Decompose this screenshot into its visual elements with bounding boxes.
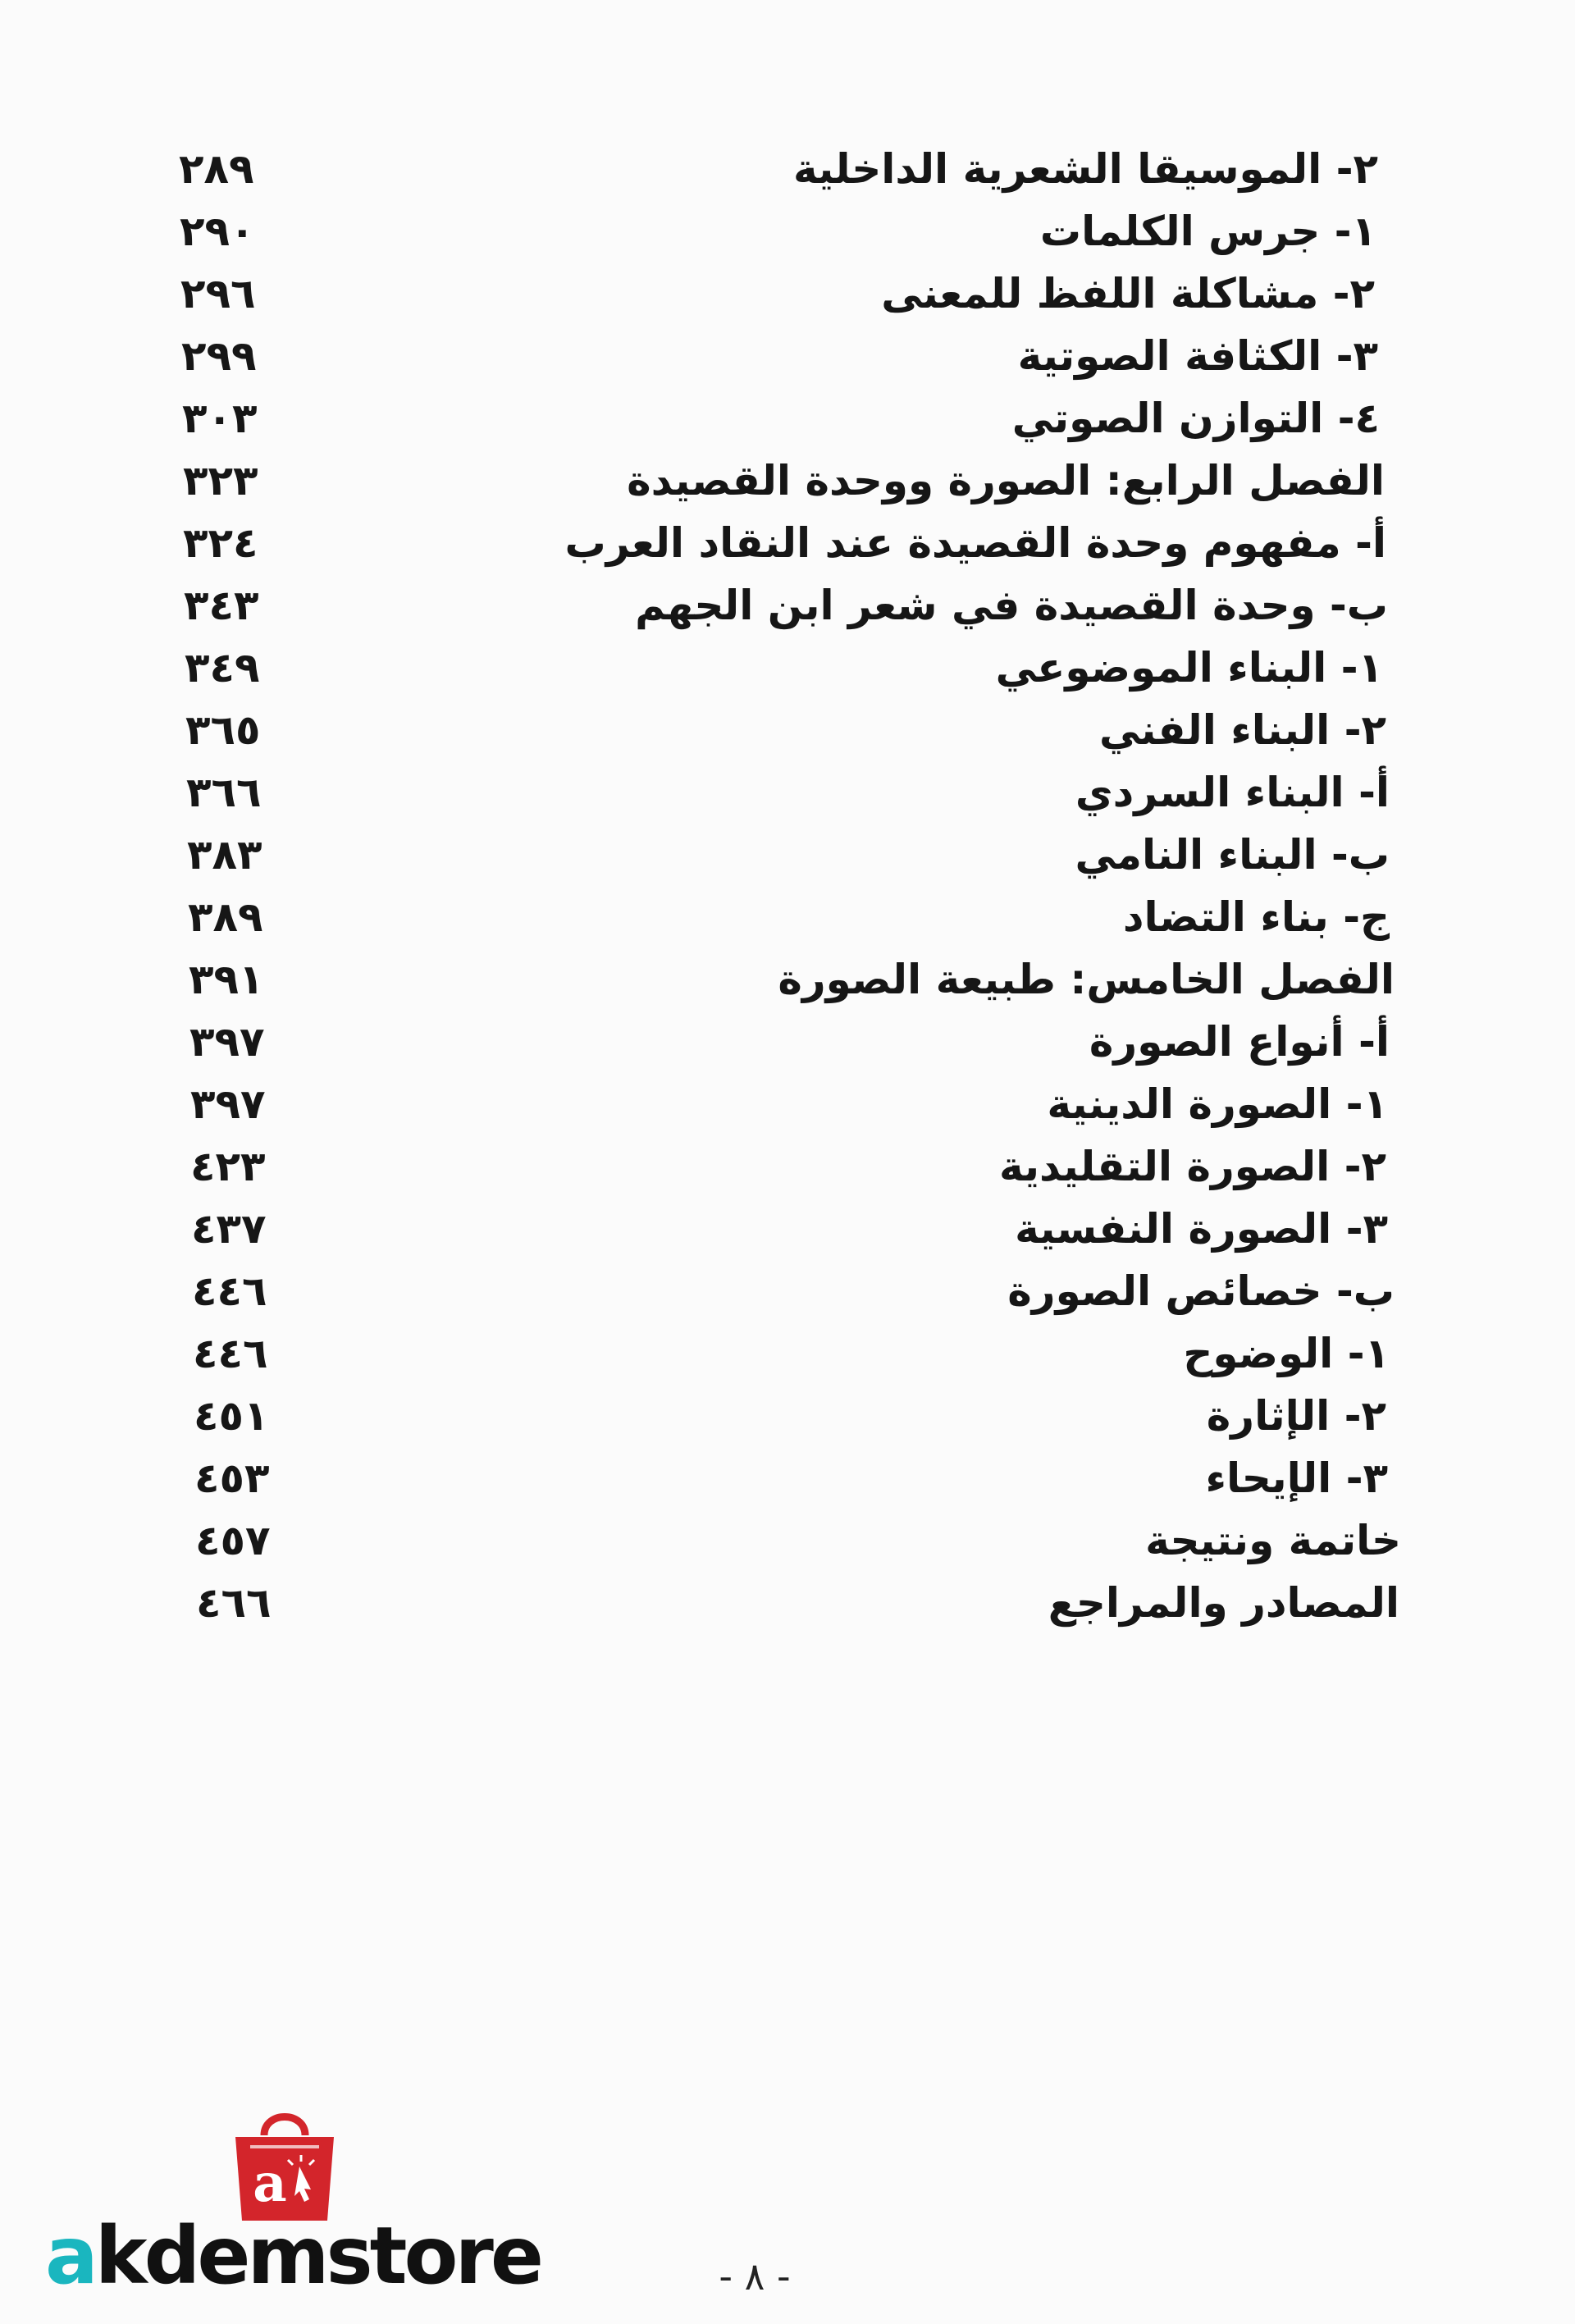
logo-wordmark-rest: kdemstore <box>94 2210 541 2302</box>
toc-entry-page: ٤٥٧ <box>195 1517 271 1564</box>
toc-entry-title: ١- الوضوح <box>1183 1330 1390 1377</box>
toc-entry-page: ٢٩٩ <box>181 332 257 380</box>
toc-entry-page: ٢٩٦ <box>180 270 256 317</box>
toc-entry-title: ب- خصائص الصورة <box>1007 1267 1395 1315</box>
toc-entry-page: ٣٩٧ <box>190 1080 266 1128</box>
toc-entry <box>0 948 1575 1011</box>
logo-wordmark <box>45 2211 541 2301</box>
toc-entry-title: ١- البناء الموضوعي <box>995 644 1383 692</box>
toc-entry <box>0 574 1575 637</box>
toc-entry <box>0 1011 1575 1073</box>
toc-entry-page: ٣٩١ <box>189 956 264 1003</box>
toc-entry <box>0 263 1575 325</box>
toc-entry <box>0 699 1575 761</box>
toc-entry <box>0 637 1575 699</box>
toc-entry <box>0 1198 1575 1260</box>
toc-entry-page: ٣٢٤ <box>183 519 258 567</box>
logo-letter-a: a <box>45 2210 95 2302</box>
toc-entry <box>0 1509 1575 1572</box>
toc-entry <box>0 325 1575 387</box>
toc-entry-title: أ- مفهوم وحدة القصيدة عند النقاد العرب <box>564 519 1386 567</box>
toc-entry-page: ٣٦٥ <box>185 706 261 754</box>
toc-entry <box>0 1385 1575 1447</box>
toc-entry <box>0 1073 1575 1135</box>
toc-entry-page: ٣٦٦ <box>186 769 262 816</box>
toc-entry <box>0 387 1575 450</box>
toc-entry-title: أ- البناء السردي <box>1075 769 1390 816</box>
toc-entry-title: الفصل الخامس: طبيعة الصورة <box>778 956 1395 1003</box>
toc-entry-page: ٢٨٩ <box>179 145 254 193</box>
toc-entry <box>0 1572 1575 1634</box>
toc-entry <box>0 886 1575 948</box>
toc-entry-page: ٣٤٩ <box>185 644 260 692</box>
toc-entry-title: الفصل الرابع: الصورة ووحدة القصيدة <box>627 457 1385 505</box>
toc-entry-title: أ- أنواع الصورة <box>1089 1018 1390 1066</box>
toc-entry-title: المصادر والمراجع <box>1048 1579 1399 1627</box>
toc-entry-title: ٢- مشاكلة اللفظ للمعنى <box>881 270 1375 317</box>
toc-entry-page: ٣٩٧ <box>189 1018 265 1066</box>
toc-entry-title: ٤- التوازن الصوتي <box>1011 395 1380 442</box>
toc-entry-title: ٣- الصورة النفسية <box>1015 1205 1388 1253</box>
toc-entry <box>0 1260 1575 1322</box>
toc-entry <box>0 512 1575 574</box>
toc-entry <box>0 138 1575 200</box>
toc-entry-page: ٣٢٣ <box>183 457 258 505</box>
page-number: - ٨ - <box>719 2254 791 2299</box>
logo-bag-letter: a <box>253 2153 287 2214</box>
toc-entry-title: خاتمة ونتيجة <box>1145 1517 1401 1564</box>
toc-entry-page: ٤٣٧ <box>191 1205 267 1253</box>
toc-entry-page: ٤٦٦ <box>196 1579 272 1627</box>
toc-entry-page: ٣٨٣ <box>187 831 262 879</box>
toc-entry-page: ٤٤٦ <box>192 1267 267 1315</box>
shopping-bag-icon <box>219 2104 350 2227</box>
toc-entry <box>0 1135 1575 1198</box>
toc-entry-title: ٢- الموسيقا الشعرية الداخلية <box>793 145 1378 193</box>
akdemstore-logo <box>45 2104 541 2302</box>
toc-entry-page: ٤٥١ <box>194 1392 269 1440</box>
toc-entry-title: ١- الصورة الدينية <box>1047 1080 1388 1128</box>
toc-entry-page: ٢٩٠ <box>180 208 255 255</box>
toc-entry-title: ج- بناء التضاد <box>1122 893 1390 941</box>
toc-entry-page: ٣٠٣ <box>182 395 258 442</box>
toc-entry-title: ٣- الكثافة الصوتية <box>1017 332 1378 380</box>
toc-entry <box>0 1447 1575 1509</box>
toc-entry <box>0 824 1575 886</box>
toc-entry <box>0 1322 1575 1385</box>
toc-entry-page: ٤٢٣ <box>190 1143 266 1190</box>
toc-entry-title: ٣- الإيحاء <box>1205 1454 1388 1502</box>
toc-entry <box>0 200 1575 263</box>
toc-entry-page: ٤٥٣ <box>194 1454 270 1502</box>
toc-entry-page: ٣٨٩ <box>188 893 263 941</box>
toc-entry-title: ب- البناء النامي <box>1075 831 1390 879</box>
toc-entry-title: ب- وحدة القصيدة في شعر ابن الجهم <box>635 582 1388 629</box>
toc-entry-page: ٤٤٦ <box>193 1330 268 1377</box>
toc-entry-title: ٢- البناء الفني <box>1098 706 1386 754</box>
toc-entry <box>0 450 1575 512</box>
toc-entry <box>0 761 1575 824</box>
toc-entry-title: ١- جرس الكلمات <box>1039 208 1376 255</box>
toc-entry-title: ٢- الصورة التقليدية <box>998 1143 1386 1190</box>
toc-entry-title: ٢- الإثارة <box>1206 1392 1386 1440</box>
toc-entry-page: ٣٤٣ <box>184 582 259 629</box>
